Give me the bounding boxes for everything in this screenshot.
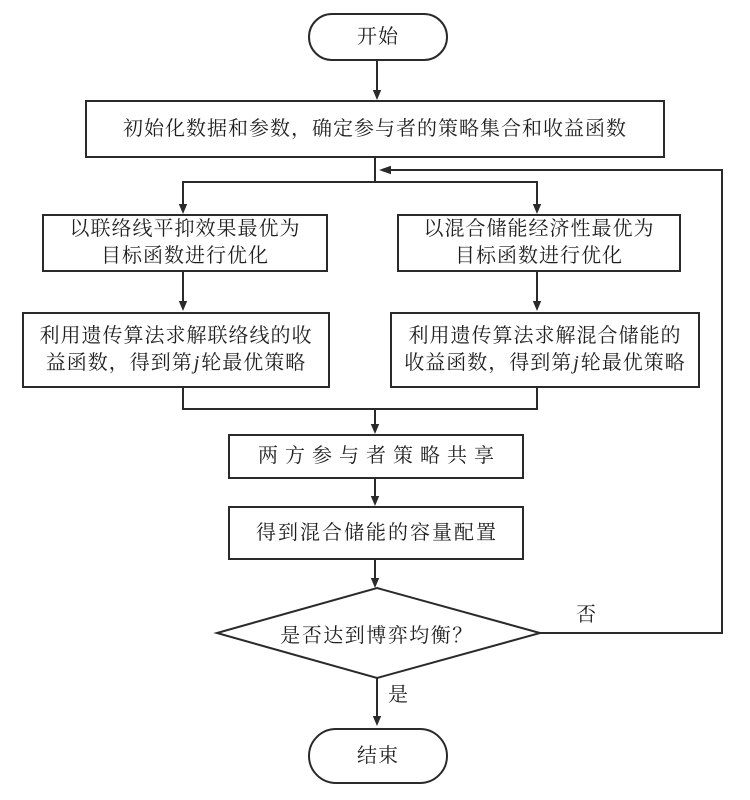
connector-branch-bar [183, 182, 537, 204]
init-parameters-box [85, 100, 665, 158]
arrowhead [533, 301, 541, 311]
storage-ga-line2-pre: 收益函数，得到第 [404, 352, 573, 374]
tieline-ga-box [22, 312, 330, 388]
storage-ga-line2-post: 轮最优策略 [580, 352, 686, 374]
strategy-sharing-text: 两方参与者策略共享 [258, 445, 501, 467]
iteration-variable: j [573, 352, 580, 374]
tieline-objective-line2: 目标函数进行优化 [101, 245, 269, 267]
tieline-objective-line1: 以联络线平抑效果最优为 [69, 218, 301, 240]
capacity-result-text: 得到混合储能的容量配置 [256, 521, 498, 544]
arrowhead [371, 496, 379, 506]
storage-ga-line1: 利用遗传算法求解混合储能的 [408, 325, 682, 347]
storage-objective-box [397, 214, 681, 272]
equilibrium-decision-text: 是否达到博弈均衡？ [280, 624, 474, 647]
storage-objective-line2: 目标函数进行优化 [455, 245, 623, 267]
arrowhead [179, 301, 187, 311]
arrowhead [179, 204, 187, 214]
strategy-sharing-box [228, 434, 524, 479]
end-label: 结束 [357, 744, 399, 767]
tieline-ga-line1: 利用遗传算法求解联络线的收 [39, 325, 313, 347]
storage-ga-line2 [404, 350, 686, 377]
equilibrium-decision-diamond [227, 610, 527, 656]
iteration-variable: j [193, 352, 201, 374]
end-terminator [308, 728, 448, 784]
arrowhead [373, 716, 381, 726]
tieline-ga-line2-post: 轮最优策略 [201, 352, 307, 374]
arrowhead [371, 578, 379, 588]
arrowhead [373, 90, 381, 100]
start-terminator [308, 13, 448, 61]
init-parameters-text: 初始化数据和参数，确定参与者的策略集合和收益函数 [123, 117, 627, 140]
storage-ga-box [390, 312, 700, 388]
no-branch-label: 否 [576, 604, 597, 626]
start-label: 开始 [357, 25, 399, 48]
tieline-objective-box [42, 214, 328, 272]
tieline-ga-line2-pre: 益函数，得到第 [45, 352, 193, 374]
tieline-ga-line2 [46, 350, 307, 377]
arrowhead [371, 424, 379, 434]
capacity-result-box [228, 506, 524, 560]
arrowhead [379, 166, 391, 174]
connector-merge-bar [183, 388, 537, 409]
yes-branch-label: 是 [388, 684, 409, 706]
storage-objective-line1: 以混合储能经济性最优为 [423, 218, 655, 240]
arrowhead [533, 204, 541, 214]
